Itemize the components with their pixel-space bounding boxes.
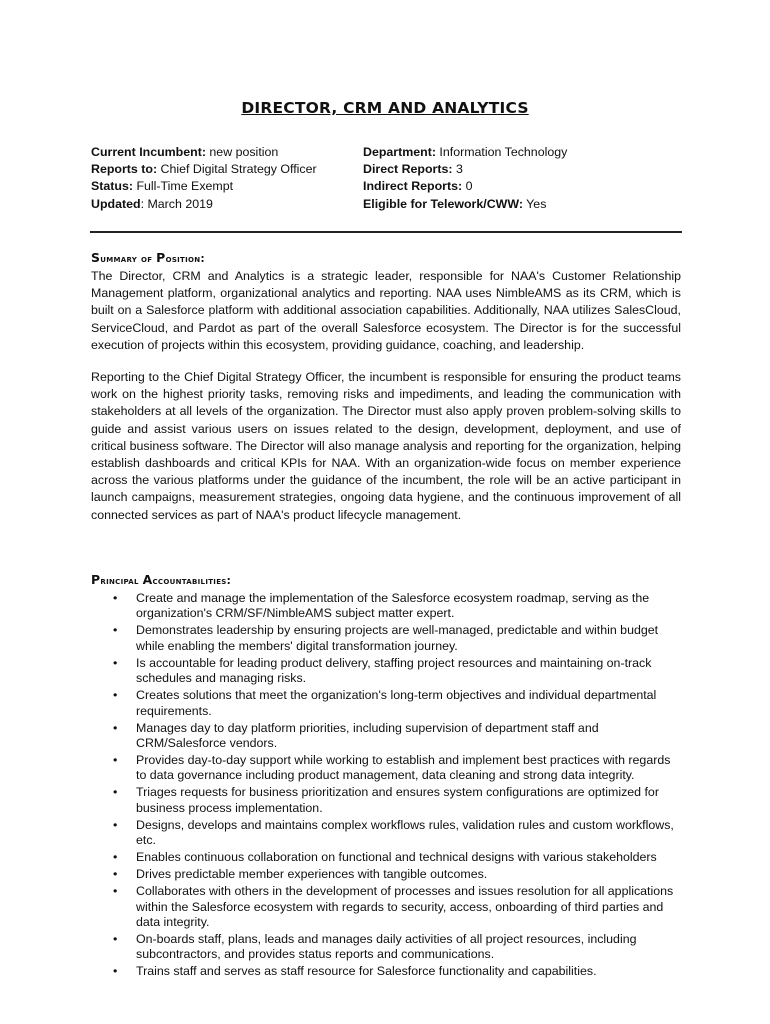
list-item: • Manages day to day platform priorities, including supervision of department staff and CRM/Salesforce vendors.: [113, 720, 599, 751]
list-item: • Trains staff and serves as staff resource for Salesforce functionality and capabilities.: [113, 964, 597, 979]
meta-updated: Updated: March 2019: [91, 196, 213, 211]
list-item: • Create and manage the implementation of the Salesforce ecosystem roadmap, serving as the organization's CRM/SF/NimbleAMS subject matter expert.: [113, 591, 650, 621]
summary-paragraph-1: The Director, CRM and Analytics is a strategic leader, responsible for NAA's Customer Relationship Management platform, organizational analytics and reporting. NAA uses NimbleAMS as its CRM, which is built on a Salesforce platform with additional association capabilities. Additionally, NAA utilizes SalesCloud, ServiceCloud, and Pardot as part of the overall Salesforce ecosystem. The Director is for the successful execution of projects within this ecosystem, providing guidance, coaching, and leadership.: [91, 269, 681, 352]
accountabilities-heading: Principal Accountabilities:: [91, 572, 231, 587]
list-item: • Creates solutions that meet the organization's long-term objectives and individual departmental requirements.: [113, 688, 657, 718]
list-item: • Designs, develops and maintains complex workflows rules, validation rules and custom workflows, etc.: [113, 817, 674, 848]
summary-heading: Summary of Position:: [91, 250, 205, 265]
document-title: DIRECTOR, CRM AND ANALYTICS: [241, 99, 529, 117]
list-item: • Demonstrates leadership by ensuring projects are well-managed, predictable and within budget while enabling the members' digital transformation journey.: [113, 623, 659, 653]
accountabilities-list: [91, 591, 681, 981]
list-item: • Is accountable for leading product delivery, staffing project resources and maintaining on-track schedules and managing risks.: [113, 655, 652, 686]
summary-paragraph-2: Reporting to the Chief Digital Strategy Officer, the incumbent is responsible for ensuring the product teams work on the highest priority tasks, removing risks and impediments, and leading the communication with stakeholders at all levels of the organization. The Director must also apply proven problem-solving skills to guide and assist various users on issues related to the design, development, deployment, and use of critical business software. The Director will also manage analysis and reporting for the organization, helping establish dashboards and critical KPIs for NAA. With an organization-wide focus on member experience across the various platforms under the guidance of the incumbent, the role will be an active participant in launch campaigns, measurement strategies, ongoing data hygiene, and the continuous improvement of all connected services as part of NAA's product lifecycle management.: [91, 370, 681, 522]
meta-reports-to: Reports to: Chief Digital Strategy Officer: [91, 162, 317, 177]
meta-indirect-reports: Indirect Reports: 0: [363, 179, 473, 194]
meta-right: [363, 144, 567, 213]
list-item: • Collaborates with others in the development of processes and issues resolution for all applications within the Salesforce ecosystem with regards to security, access, onboarding of third parties and data integrity.: [113, 884, 674, 930]
list-item: • Drives predictable member experiences with tangible outcomes.: [113, 867, 488, 882]
list-item: • Enables continuous collaboration on functional and technical designs with various stakeholders: [113, 850, 657, 865]
list-item: • On-boards staff, plans, leads and manages daily activities of all project resources, including subcontractors, and provides status reports and communications.: [113, 932, 637, 962]
meta-telework: Eligible for Telework/CWW: Yes: [363, 196, 547, 211]
meta-status: Status: Full-Time Exempt: [91, 179, 234, 194]
list-item: • Provides day-to-day support while working to establish and implement best practices with regards to data governance including product management, data cleaning and strong data integrity.: [113, 753, 671, 783]
list-item: • Triages requests for business prioritization and ensures system configurations are optimized for business process implementation.: [113, 785, 659, 815]
divider-rule: [90, 231, 682, 233]
meta-department: Department: Information Technology: [363, 145, 568, 159]
meta-left: [91, 144, 317, 213]
meta-direct-reports: Direct Reports: 3: [363, 162, 463, 177]
meta-current-incumbent: Current Incumbent: new position: [91, 145, 279, 159]
